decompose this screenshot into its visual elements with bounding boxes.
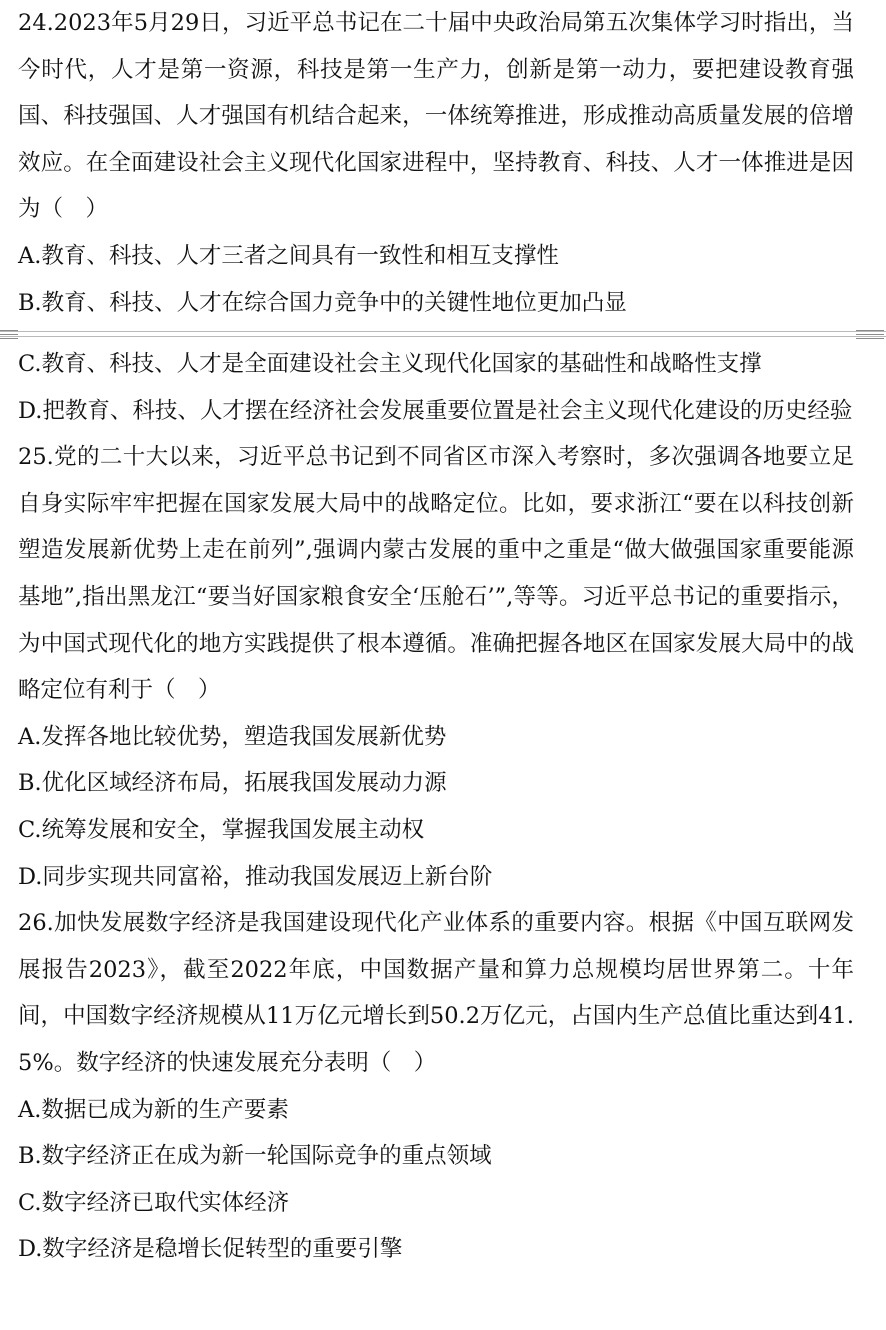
question-24-option-c: C.教育、科技、人才是全面建设社会主义现代化国家的基础性和战略性支撑 [18, 351, 762, 377]
page-section-bottom [18, 341, 854, 1273]
question-26-option-a: A.数据已成为新的生产要素 [18, 1096, 289, 1123]
page-break-right-marker [856, 327, 884, 341]
question-25-stem: 25.党的二十大以来，习近平总书记到不同省区市深入考察时，多次强调各地要立足自身实际牢牢把握在国家发展大局中的战略定位。比如，要求浙江“要在以科技创新塑造发展新优势上走在前列”,强调内蒙古发展的重中之重是“做大做强国家重要能源基地”,指出黑龙江“要当好国家粮食安全‘压舱石’”,等等。习近平总书记的重要指示，为中国式现代化的地方实践提供了根本遵循。准确把握各地区在国家发展大局中的战略定位有利于（ ） [18, 444, 854, 704]
question-26-stem: 26.加快发展数字经济是我国建设现代化产业体系的重要内容。根据《中国互联网发展报告2023》，截至2022年底，中国数据产量和算力总规模均居世界第二。十年间，中国数字经济规模从11万亿元增长到50.2万亿元，占国内生产总值比重达到41.5%。数字经济的快速发展充分表明（ ） [18, 910, 854, 1076]
question-26-option-c: C.数字经济已取代实体经济 [18, 1189, 290, 1216]
question-25-option-d: D.同步实现共同富裕，推动我国发展迈上新台阶 [18, 863, 493, 890]
question-25-option-a: A.发挥各地比较优势，塑造我国发展新优势 [18, 723, 447, 750]
question-24-option-a: A.教育、科技、人才三者之间具有一致性和相互支撑性 [18, 242, 559, 269]
question-24-option-b: B.教育、科技、人才在综合国力竞争中的关键性地位更加凸显 [18, 289, 627, 316]
page-break-left-marker [0, 327, 18, 341]
question-24-stem: 24.2023年5月29日，习近平总书记在二十届中央政治局第五次集体学习时指出，当今时代，人才是第一资源，科技是第一生产力，创新是第一动力，要把建设教育强国、科技强国、人才强国有机结合起来，一体统筹推进，形成推动高质量发展的倍增效应。在全面建设社会主义现代化国家进程中，坚持教育、科技、人才一体推进是因为（ ） [18, 10, 854, 223]
question-26-option-d: D.数字经济是稳增长促转型的重要引擎 [18, 1236, 403, 1263]
question-26-option-b: B.数字经济正在成为新一轮国际竞争的重点领域 [18, 1143, 492, 1170]
page-section-top [18, 0, 854, 326]
question-25-option-b: B.优化区域经济布局，拓展我国发展动力源 [18, 770, 447, 797]
question-24-option-d: D.把教育、科技、人才摆在经济社会发展重要位置是社会主义现代化建设的历史经验 [18, 397, 853, 424]
question-25-option-c: C.统筹发展和安全，掌握我国发展主动权 [18, 816, 425, 843]
